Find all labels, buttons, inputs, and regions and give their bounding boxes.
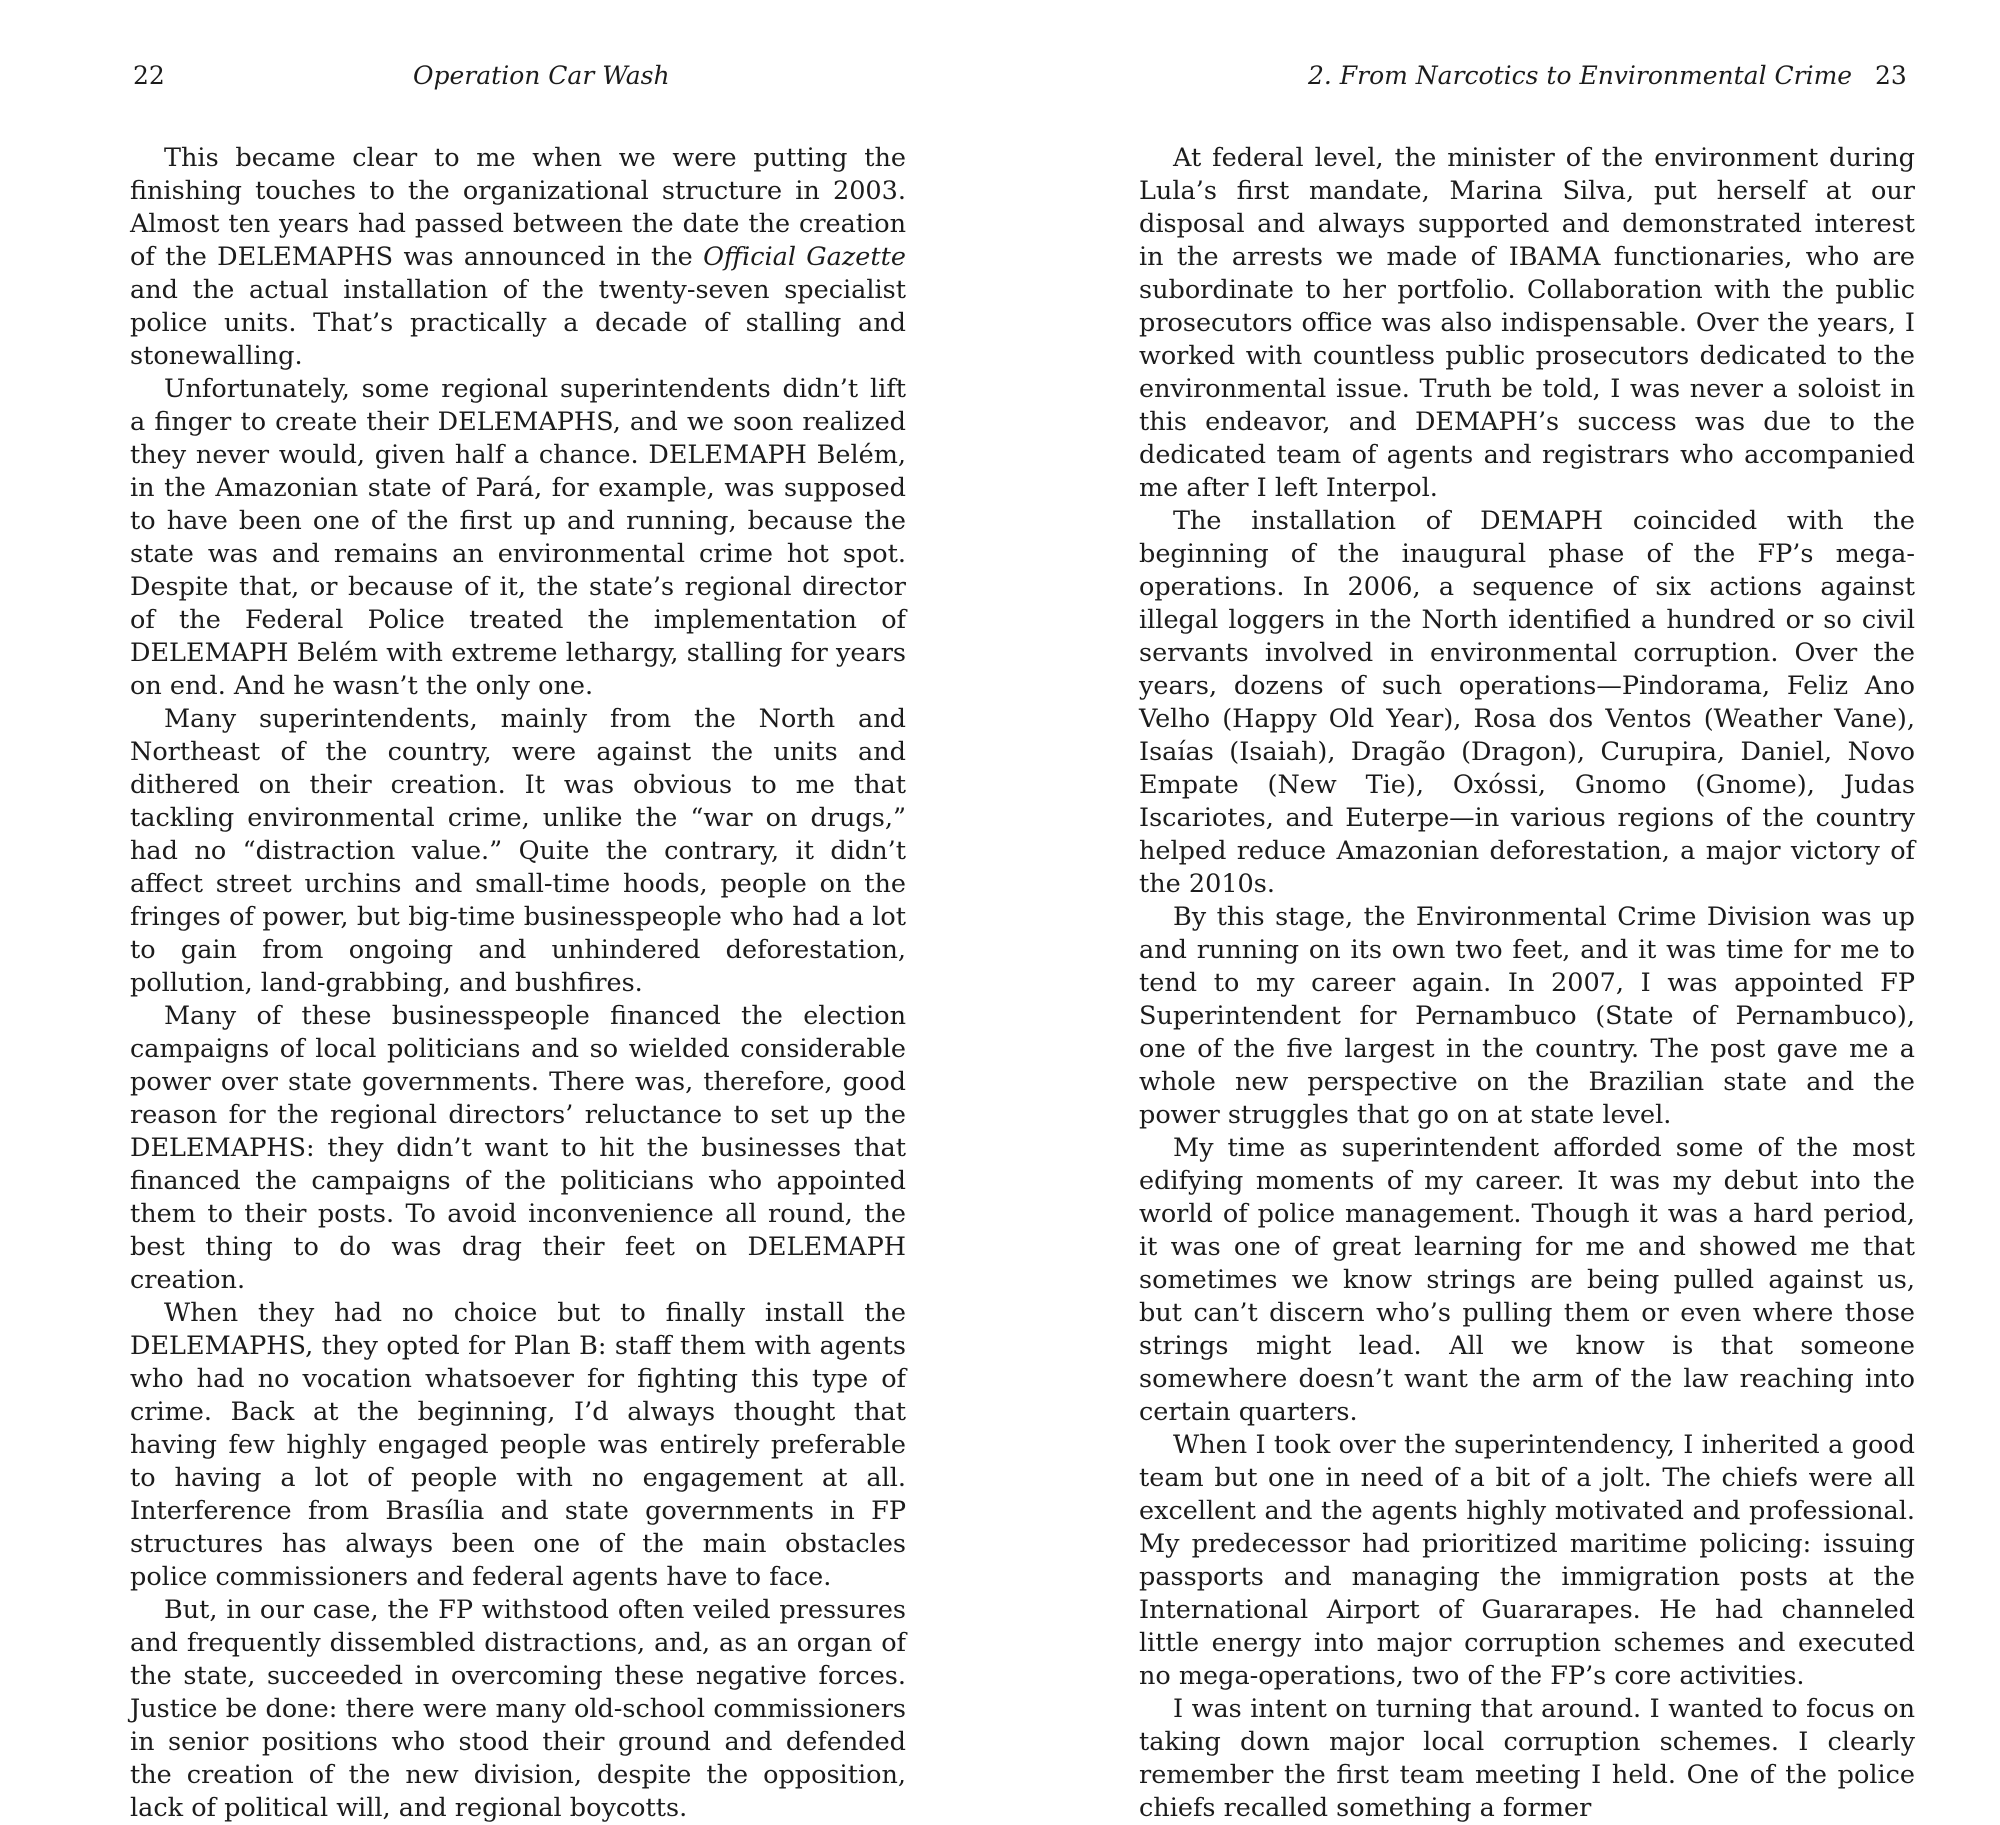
- paragraph: When I took over the superintendency, I inherited a good team but one in need of a bit of a jolt. The chiefs were all excellent and the agents highly motivated and professional. My predecessor had prioritized maritime policing: issuing passports and managing the immigration posts at the International Airport of Guararapes. He had channeled little energy into major corruption schemes and executed no mega-operations, two of the FP’s core activities.: [1139, 1430, 1915, 1691]
- left-page: [0, 0, 1000, 1823]
- paragraph: But, in our case, the FP withstood often veiled pressures and frequently dissembled distractions, and, as an organ of the state, succeeded in overcoming these negative forces. Justice be done: there were many old-school commissioners in senior positions who stood their ground and defended the creation of the new division, despite the opposition, lack of political will, and regional boycotts.: [130, 1595, 906, 1823]
- paragraph-text: and the actual installation of the twenty-seven specialist police units. That’s practically a decade of stalling and stonewalling.: [130, 275, 906, 371]
- paragraph: [130, 142, 906, 373]
- paragraph: At federal level, the minister of the environment during Lula’s first mandate, Marina Silva, put herself at our disposal and always supported and demonstrated interest in the arrests we made of IBAMA functionaries, who are subordinate to her portfolio. Collaboration with the public prosecutors office was also indispensable. Over the years, I worked with countless public prosecutors dedicated to the environmental issue. Truth be told, I was never a soloist in this endeavor, and DEMAPH’s success was due to the dedicated team of agents and registrars who accompanied me after I left Interpol.: [1139, 143, 1915, 503]
- paragraph: The installation of DEMAPH coincided with the beginning of the inaugural phase of the FP’s mega-operations. In 2006, a sequence of six actions against illegal loggers in the North identified a hundred or so civil servants involved in environmental corruption. Over the years, dozens of such operations—Pindorama, Feliz Ano Velho (Happy Old Year), Rosa dos Ventos (Weather Vane), Isaías (Isaiah), Dragão (Dragon), Curupira, Daniel, Novo Empate (New Tie), Oxóssi, Gnomo (Gnome), Judas Iscariotes, and Euterpe—in various regions of the country helped reduce Amazonian deforestation, a major victory of the 2010s.: [1139, 506, 1915, 899]
- paragraph: Many of these businesspeople financed the election campaigns of local politicians and so wielded considerable power over state governments. There was, therefore, good reason for the regional directors’ reluctance to set up the DELEMAPHS: they didn’t want to hit the businesses that financed the campaigns of the politicians who appointed them to their posts. To avoid inconvenience all round, the best thing to do was drag their feet on DELEMAPH creation.: [130, 1001, 906, 1295]
- right-page: [1000, 0, 2000, 1823]
- paragraph: Unfortunately, some regional superintendents didn’t lift a finger to create their DELEMAPHS, and we soon realized they never would, given half a chance. DELEMAPH Belém, in the Amazonian state of Pará, for example, was supposed to have been one of the first up and running, because the state was and remains an environmental crime hot spot. Despite that, or because of it, the state’s regional director of the Federal Police treated the implementation of DELEMAPH Belém with extreme lethargy, stalling for years on end. And he wasn’t the only one.: [130, 374, 906, 701]
- right-running-title: 2. From Narcotics to Environmental Crime: [1308, 61, 1853, 90]
- right-page-number: 23: [1875, 61, 1907, 90]
- left-body-text: [130, 142, 906, 1825]
- right-body-text: [1139, 142, 1915, 1825]
- paragraph: My time as superintendent afforded some of the most edifying moments of my career. It was my debut into the world of police management. Though it was a hard period, it was one of great learning for me and showed me that sometimes we know strings are being pulled against us, but can’t discern who’s pulling them or even where those strings might lead. All we know is that someone somewhere doesn’t want the arm of the law reaching into certain quarters.: [1139, 1133, 1915, 1427]
- italic-title: Official Gazette: [703, 242, 906, 272]
- paragraph: Many superintendents, mainly from the North and Northeast of the country, were against the units and dithered on their creation. It was obvious to me that tackling environmental crime, unlike the “war on drugs,” had no “distraction value.” Quite the contrary, it didn’t affect street urchins and small-time hoods, people on the fringes of power, but big-time businesspeople who had a lot to gain from ongoing and unhindered deforestation, pollution, land-grabbing, and bushfires.: [130, 704, 906, 998]
- paragraph-text: This became clear to me when we were putting the finishing touches to the organizational structure in 2003. Almost ten years had passed between the date the creation of the DELEMAPHS was announced in the: [130, 143, 906, 272]
- paragraph: By this stage, the Environmental Crime Division was up and running on its own two feet, and it was time for me to tend to my career again. In 2007, I was appointed FP Superintendent for Pernambuco (State of Pernambuco), one of the five largest in the country. The post gave me a whole new perspective on the Brazilian state and the power struggles that go on at state level.: [1139, 902, 1915, 1130]
- left-page-number: 22: [133, 61, 165, 90]
- paragraph: When they had no choice but to finally install the DELEMAPHS, they opted for Plan B: staff them with agents who had no vocation whatsoever for fighting this type of crime. Back at the beginning, I’d always thought that having few highly engaged people was entirely preferable to having a lot of people with no engagement at all. Interference from Brasília and state governments in FP structures has always been one of the main obstacles police commissioners and federal agents have to face.: [130, 1298, 906, 1592]
- left-running-title: Operation Car Wash: [413, 61, 670, 90]
- paragraph: I was intent on turning that around. I wanted to focus on taking down major local corruption schemes. I clearly remember the first team meeting I held. One of the police chiefs recalled something a former: [1139, 1694, 1915, 1823]
